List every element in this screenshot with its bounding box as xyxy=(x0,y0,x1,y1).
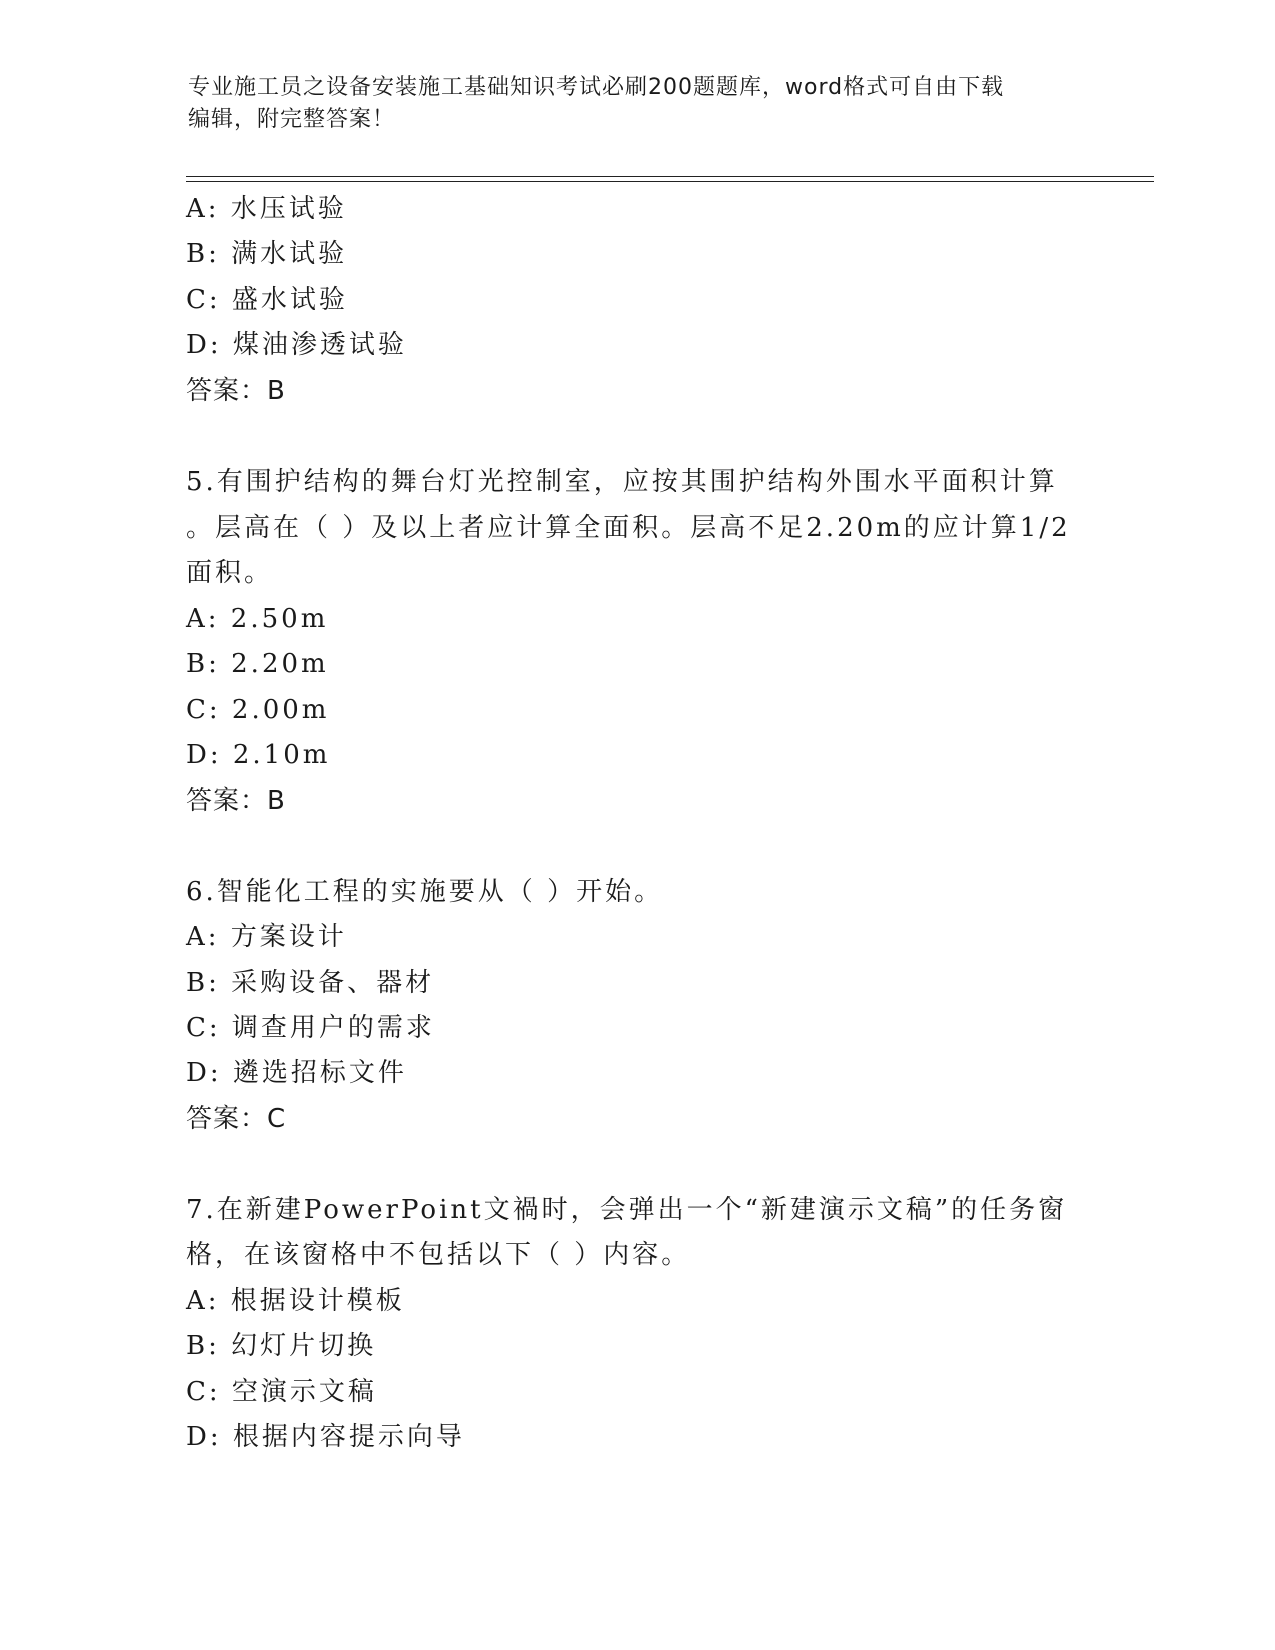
q5-answer: 答案：B xyxy=(186,786,286,816)
q6-option-d: D: 遴选招标文件 xyxy=(186,1058,407,1088)
document-header xyxy=(188,72,1088,136)
header-rule-bottom xyxy=(186,181,1154,182)
q4-answer: 答案：B xyxy=(186,376,286,406)
q4-option-c: C: 盛水试验 xyxy=(186,285,348,315)
q6-option-b: B: 采购设备、器材 xyxy=(186,968,435,998)
q6-option-c: C: 调查用户的需求 xyxy=(186,1013,435,1043)
q6-option-a: A: 方案设计 xyxy=(186,922,347,952)
q5-stem-line-1: 5.有围护结构的舞台灯光控制室，应按其围护结构外围水平面积计算 xyxy=(186,467,1058,497)
q6-answer: 答案：C xyxy=(186,1104,287,1134)
q7-stem-line-2: 格，在该窗格中不包括以下（ ）内容。 xyxy=(186,1240,691,1270)
q4-option-d: D: 煤油渗透试验 xyxy=(186,330,407,360)
header-line-2: 编辑，附完整答案！ xyxy=(188,107,396,132)
q5-option-b: B: 2.20m xyxy=(186,649,329,679)
header-line-1: 专业施工员之设备安装施工基础知识考试必刷200题题库，word格式可自由下载 xyxy=(188,75,1005,100)
q7-option-a: A: 根据设计模板 xyxy=(186,1286,405,1316)
header-rule-top xyxy=(186,176,1154,177)
q5-stem-line-2: 。层高在（ ）及以上者应计算全面积。层高不足2.20m的应计算1/2 xyxy=(186,513,1071,543)
q5-option-c: C: 2.00m xyxy=(186,695,330,725)
q7-option-c: C: 空演示文稿 xyxy=(186,1377,377,1407)
q4-option-b: B: 满水试验 xyxy=(186,239,348,269)
q6-stem-line-1: 6.智能化工程的实施要从（ ）开始。 xyxy=(186,877,664,907)
q5-option-a: A: 2.50m xyxy=(186,604,329,634)
q7-option-d: D: 根据内容提示向导 xyxy=(186,1422,465,1452)
q7-option-b: B: 幻灯片切换 xyxy=(186,1331,377,1361)
q7-stem-line-1: 7.在新建PowerPoint文禍时，会弹出一个“新建演示文稿”的任务窗 xyxy=(186,1195,1068,1225)
q5-stem-line-3: 面积。 xyxy=(186,558,274,588)
q5-option-d: D: 2.10m xyxy=(186,740,331,770)
q4-option-a: A: 水压试验 xyxy=(186,194,347,224)
